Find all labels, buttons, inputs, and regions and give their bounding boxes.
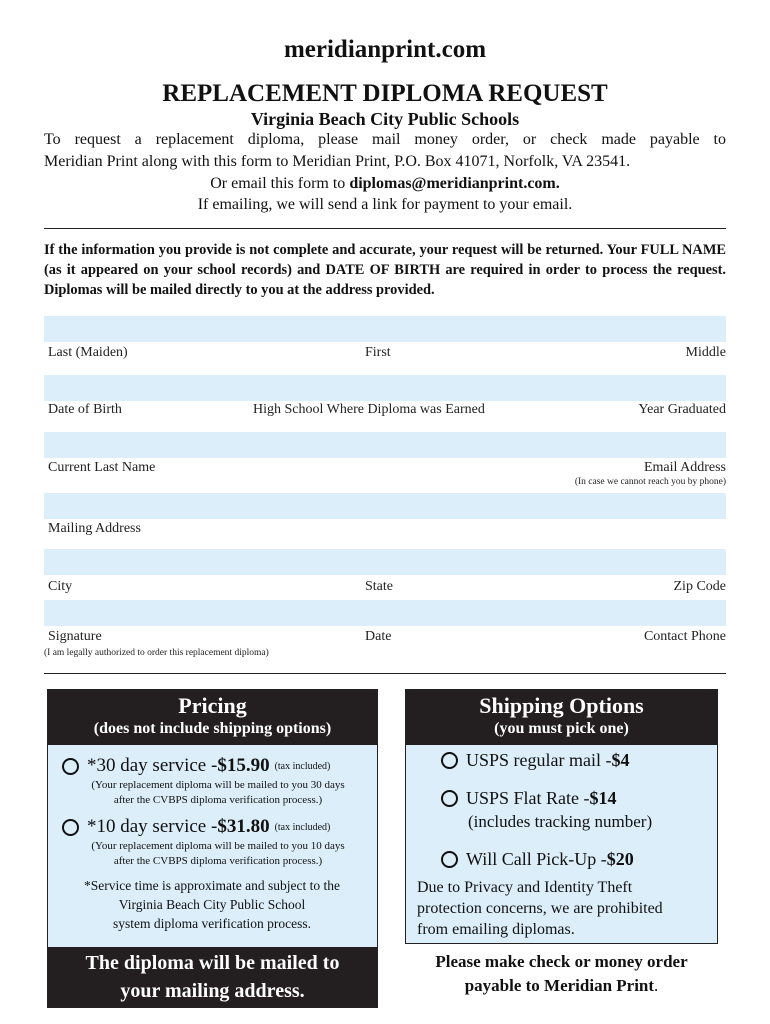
email-note: (In case we cannot reach you by phone) <box>574 477 726 487</box>
option-label: USPS regular mail - <box>466 750 612 770</box>
radio-circle-icon[interactable] <box>62 819 79 836</box>
contact-phone-label: Contact Phone <box>643 629 726 644</box>
intro-email-prefix: Or email this form to <box>210 175 350 192</box>
city-field-band[interactable] <box>44 549 726 575</box>
dob-label: Date of Birth <box>48 402 122 417</box>
footer-line: The diploma will be mailed to <box>85 952 340 974</box>
shipping-title: Shipping Options <box>479 693 644 718</box>
intro-line-2: Meridian Print along with this form to Meridian Print, P.O. Box 41071, Norfolk, VA 23541. <box>44 153 631 170</box>
shipping-box <box>405 689 718 944</box>
disclaimer-line: Virginia Beach City Public School <box>118 897 306 912</box>
privacy-notice <box>417 877 713 940</box>
signature-label: Signature <box>48 629 102 644</box>
signature-note: (I am legally authorized to order this replacement diploma) <box>44 648 269 658</box>
payable-notice <box>405 950 718 998</box>
pricing-option-10-day[interactable] <box>62 816 330 838</box>
payable-period: . <box>654 976 659 995</box>
radio-circle-icon[interactable] <box>441 851 458 868</box>
email-address-label: Email Address <box>643 460 726 475</box>
payable-line <box>405 974 718 998</box>
year-graduated-label: Year Graduated <box>638 402 726 417</box>
middle-label: Middle <box>685 345 726 360</box>
intro-line-1: To request a replacement diploma, please mail money order, or check made payable to <box>44 131 726 148</box>
pricing-header <box>48 690 377 745</box>
zip-label: Zip Code <box>673 579 726 594</box>
privacy-line: protection concerns, we are prohibited <box>417 900 663 917</box>
tax-note: (tax included) <box>274 760 331 772</box>
pricing-option-30-day[interactable] <box>62 755 330 777</box>
divider <box>44 228 726 229</box>
option-note-line: (Your replacement diploma will be mailed to you 30 days <box>91 779 345 791</box>
option-price: $20 <box>606 849 634 869</box>
privacy-line: Due to Privacy and Identity Theft <box>417 879 633 896</box>
shipping-option-will-call[interactable] <box>441 849 634 870</box>
footer-line: your mailing address. <box>120 980 305 1002</box>
payable-line: Please make check or money order <box>435 952 688 971</box>
city-label: City <box>48 579 73 594</box>
option-note <box>68 778 368 808</box>
shipping-header <box>406 690 717 745</box>
district-name: Virginia Beach City Public Schools <box>250 109 520 129</box>
last-maiden-label: Last (Maiden) <box>48 345 128 360</box>
notice-text: If the information you provide is not complete and accurate, your request will be returned. Your FULL NAME (as it appeared on your school records) and DATE OF BIRTH are required in order to process the request. Diplomas will be mailed directly to you at the address provided. <box>44 242 726 298</box>
current-last-name-label: Current Last Name <box>48 460 156 475</box>
option-label: *30 day service - <box>87 755 218 776</box>
dob-field-band[interactable] <box>44 375 726 401</box>
option-label: *10 day service - <box>87 816 218 837</box>
state-label: State <box>365 579 393 594</box>
option-note-line: after the CVBPS diploma verification process.) <box>113 855 323 867</box>
page-title: REPLACEMENT DIPLOMA REQUEST <box>162 80 608 107</box>
option-label: USPS Flat Rate - <box>466 788 590 808</box>
shipping-option-usps-regular[interactable] <box>441 750 630 771</box>
disclaimer-line: *Service time is approximate and subject to the <box>83 878 341 893</box>
option-price: $15.90 <box>217 755 270 776</box>
pricing-title: Pricing <box>178 693 247 718</box>
email-link[interactable]: diplomas@meridianprint.com. <box>349 175 560 192</box>
high-school-label: High School Where Diploma was Earned <box>253 402 485 417</box>
pricing-box <box>47 689 378 1008</box>
intro-line-4: If emailing, we will send a link for payment to your email. <box>197 196 573 213</box>
option-note-line: (Your replacement diploma will be mailed to you 10 days <box>91 840 345 852</box>
option-label: Will Call Pick-Up - <box>466 849 607 869</box>
date-label: Date <box>365 629 392 644</box>
current-name-field-band[interactable] <box>44 432 726 458</box>
divider <box>44 673 726 674</box>
pricing-subtitle: (does not include shipping options) <box>93 720 332 737</box>
option-price: $31.80 <box>217 816 270 837</box>
tracking-note: (includes tracking number) <box>468 812 653 831</box>
service-disclaimer <box>48 876 376 933</box>
radio-circle-icon[interactable] <box>441 752 458 769</box>
mailing-address-field-band[interactable] <box>44 493 726 519</box>
disclaimer-line: system diploma verification process. <box>113 916 311 931</box>
shipping-option-usps-flat[interactable] <box>441 788 617 809</box>
radio-circle-icon[interactable] <box>441 790 458 807</box>
intro-line-3 <box>0 175 770 193</box>
tax-note: (tax included) <box>274 821 331 833</box>
shipping-subtitle: (you must pick one) <box>494 720 629 737</box>
mailing-address-label: Mailing Address <box>48 521 141 536</box>
signature-field-band[interactable] <box>44 600 726 626</box>
first-label: First <box>365 345 391 360</box>
payable-text: payable to Meridian Print <box>464 976 655 995</box>
privacy-line: from emailing diplomas. <box>417 921 575 938</box>
pricing-footer <box>48 947 377 1007</box>
option-price: $4 <box>611 750 630 770</box>
radio-circle-icon[interactable] <box>62 758 79 775</box>
name-field-band[interactable] <box>44 316 726 342</box>
option-note-line: after the CVBPS diploma verification process.) <box>113 794 323 806</box>
option-note <box>68 839 368 869</box>
option-price: $14 <box>589 788 617 808</box>
site-name: meridianprint.com <box>283 36 487 63</box>
